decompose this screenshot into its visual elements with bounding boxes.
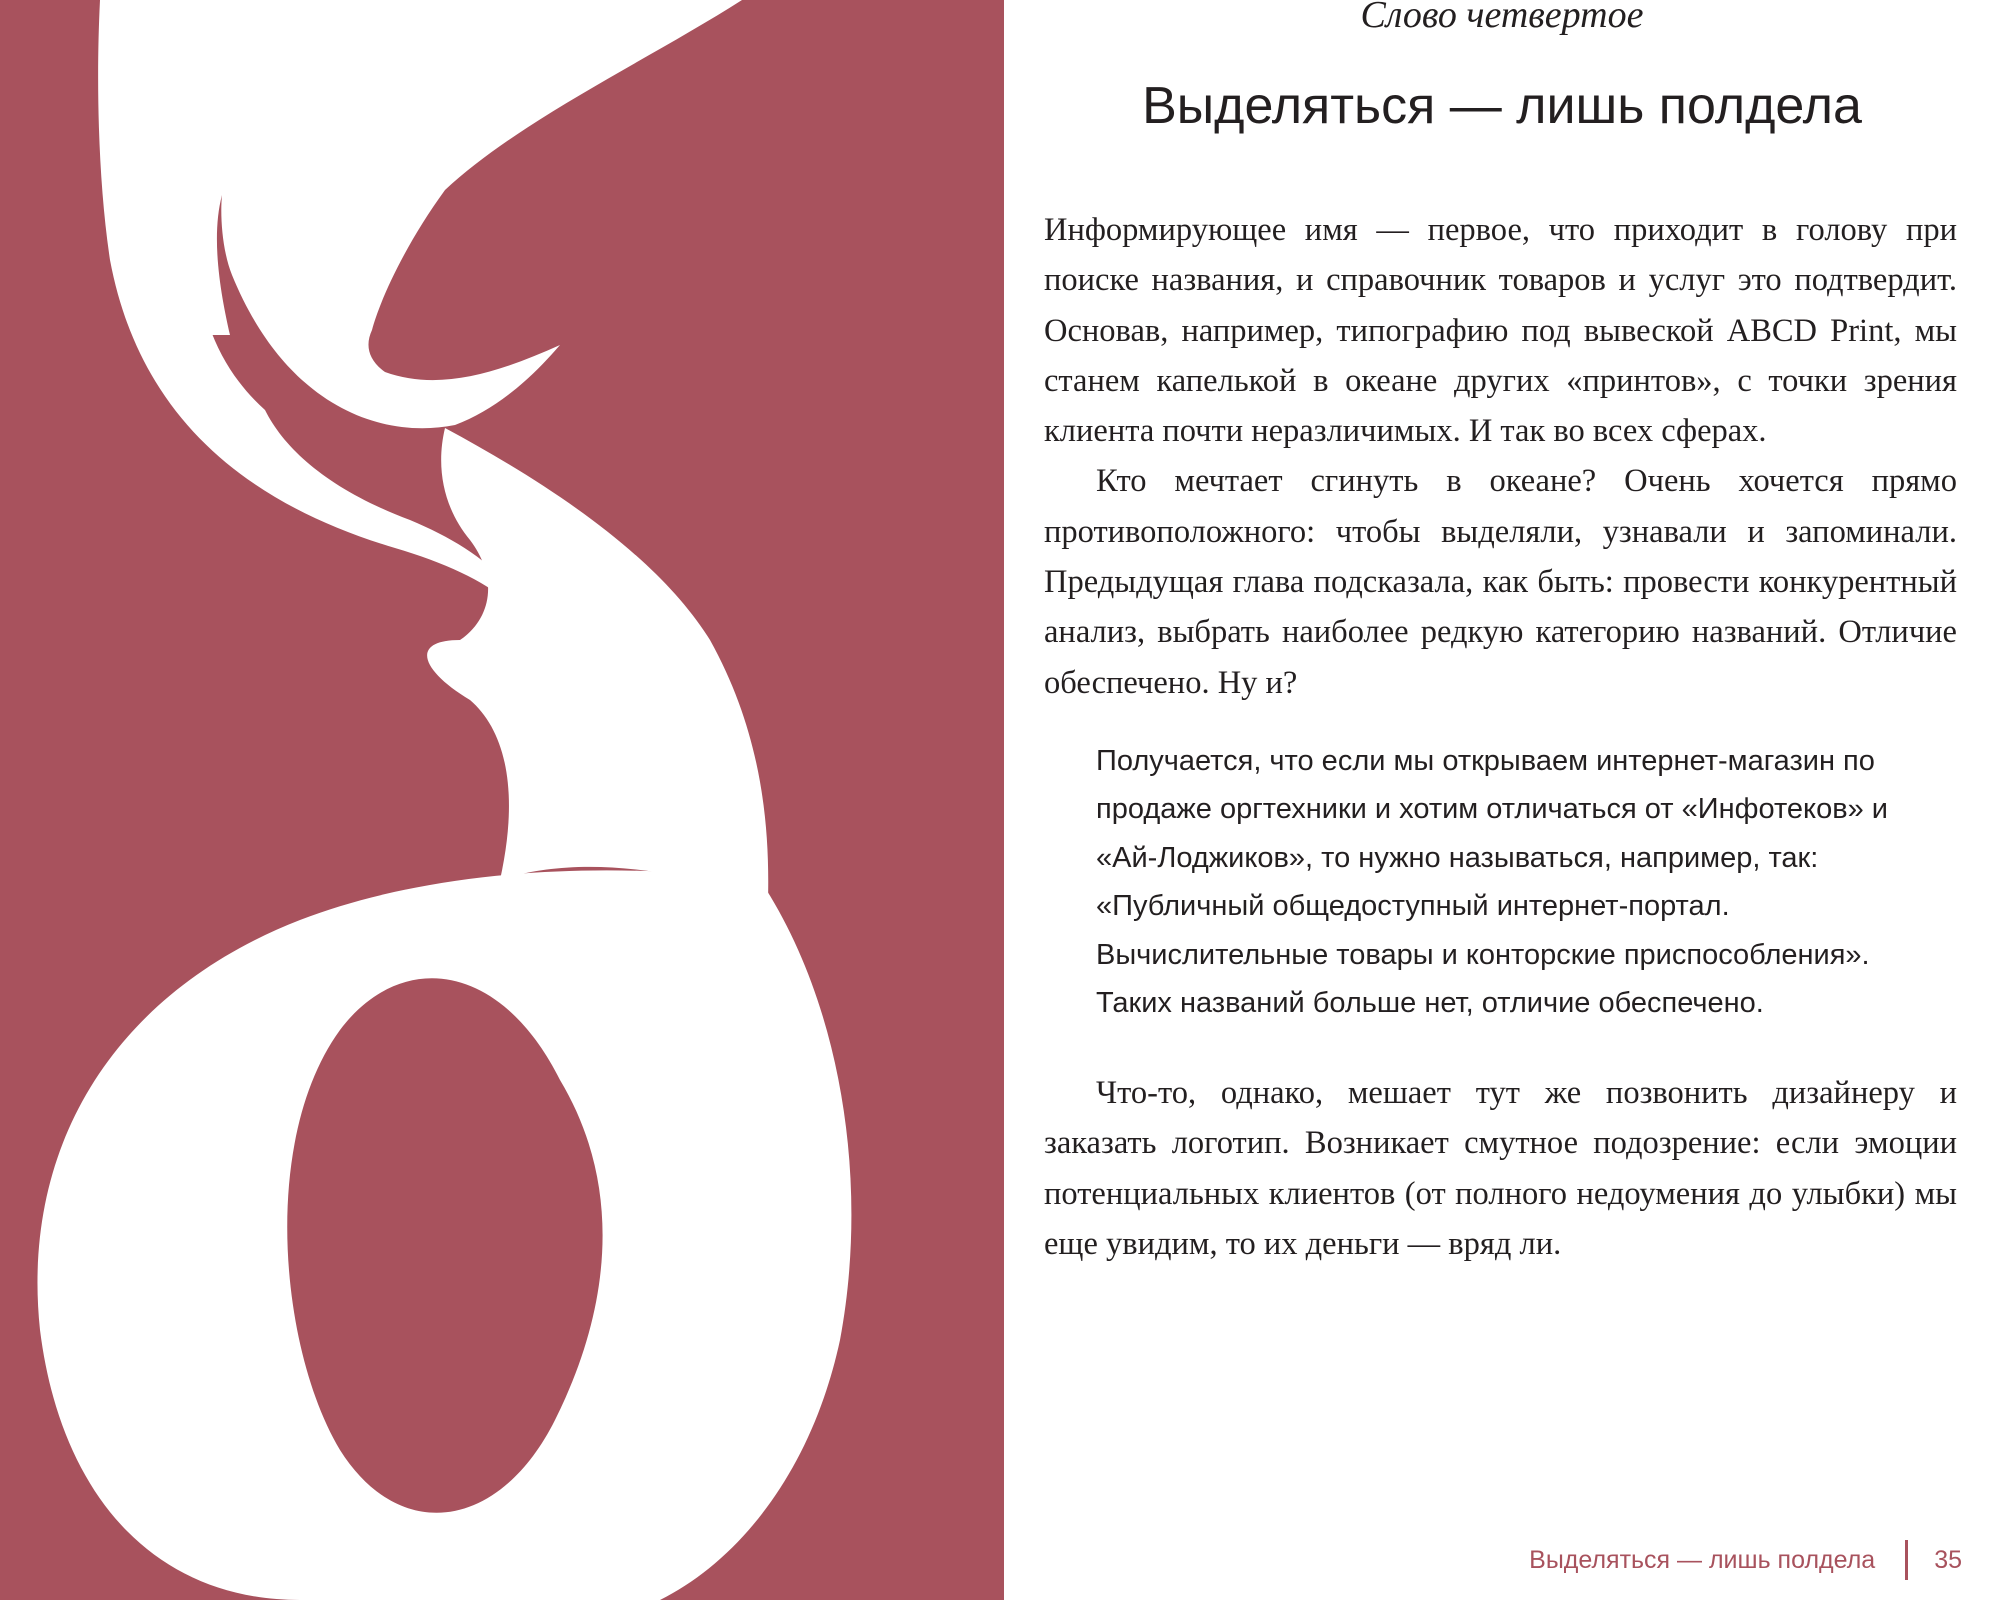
block-quote: Получается, что если мы открываем интернет-магазин по продаже оргтехники и хотим отличаться от «Инфотеков» и «Ай-Лоджиков», то нужно называться, например, так: «Публичный общедоступный интернет-портал. Вычислительные товары и конторские приспособления». Таких названий больше нет, отличие обеспечено. — [1096, 744, 1888, 1020]
paragraph-2: Кто мечтает сгинуть в океане? Очень хочется прямо противоположного: чтобы выделяли, узнавали и запоминали. Предыдущая глава подсказала, как быть: провести конкурентный анализ, выбрать наиболее редкую категорию названий. Отличие обеспечено. Ну и? — [1044, 463, 1957, 701]
running-title: Выделяться — лишь полдела — [1529, 1545, 1876, 1574]
paragraph-1: Информирующее имя — первое, что приходит в голову при поиске названия, и справочник товаров и услуг это подтвердит. Основав, например, типографию под вывеской ABCD Print, мы станем капелькой в океане других «принтов», с точки зрения клиента почти неразличимых. И так во всех сферах. — [1044, 212, 1957, 450]
text-page — [1004, 0, 2000, 1600]
page-footer — [1529, 1538, 1962, 1582]
page-number: 35 — [1934, 1545, 1962, 1574]
body-text — [1044, 205, 1957, 1269]
paragraph-3: Что-то, однако, мешает тут же позвонить дизайнеру и заказать логотип. Возникает смутное подозрение: если эмоции потенциальных клиентов (от полного недоумения до улыбки) мы еще увидим, то их деньги — вряд ли. — [1044, 1074, 1957, 1262]
footer-divider — [1905, 1540, 1908, 1580]
chapter-label: Слово четвертое — [1360, 0, 1644, 36]
page-title: Выделяться — лишь полдела — [1142, 77, 1862, 135]
